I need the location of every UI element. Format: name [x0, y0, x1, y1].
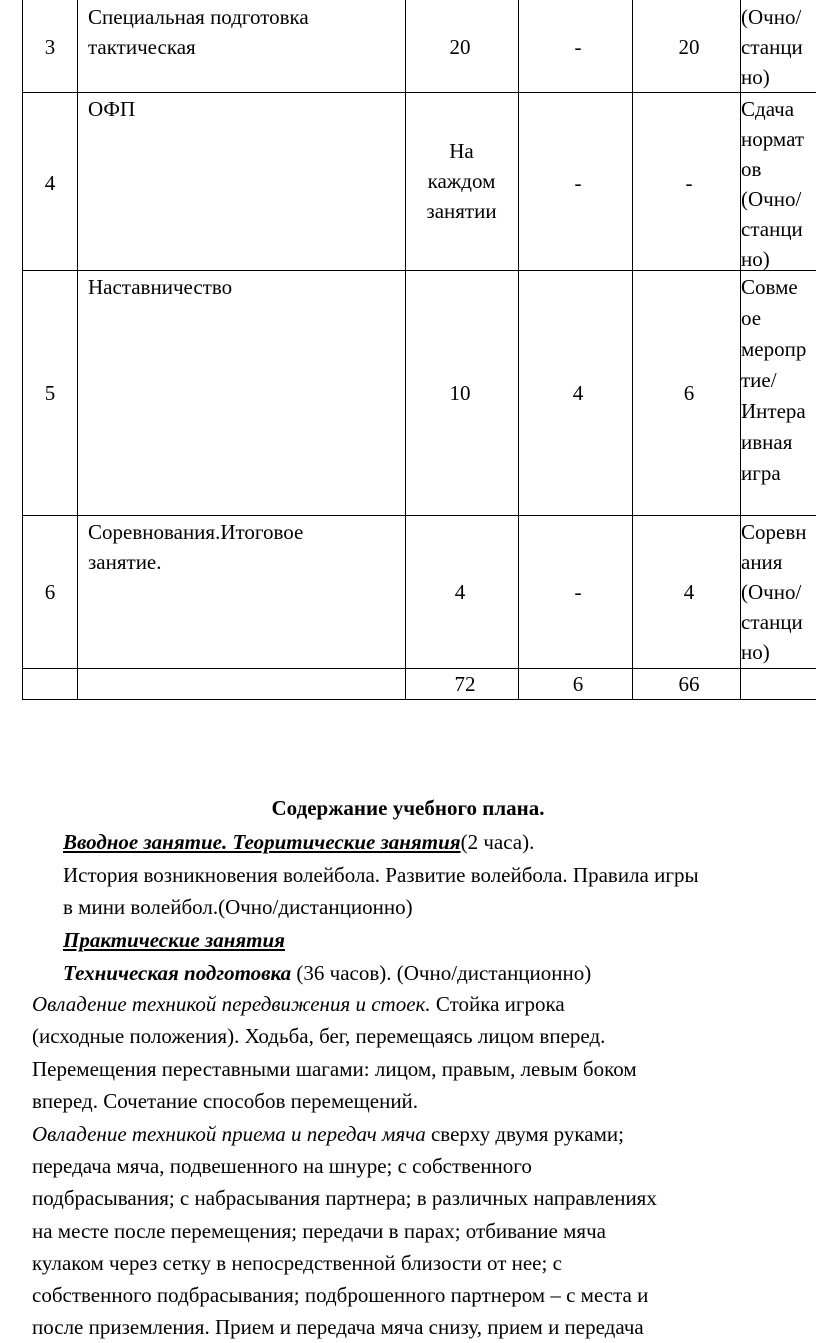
- form-text: Сдача: [741, 97, 795, 121]
- form-cell: [741, 517, 816, 667]
- row-divider: [22, 699, 816, 700]
- row-topic: Специальная подготовка: [88, 5, 309, 29]
- pass-text: после приземления. Прием и передача мяча снизу, прием и передача: [32, 1315, 644, 1339]
- row-divider: [22, 515, 816, 516]
- pass-text: собственного подбрасывания; подброшенного партнером – с места и: [32, 1283, 649, 1307]
- practice-hours: 6: [683, 381, 695, 405]
- intro-heading: Вводное занятие. Теоритические занятия: [63, 830, 461, 854]
- pass-text: кулаком через сетку в непосредственной близости от нее; с: [32, 1251, 562, 1275]
- col-divider: [518, 0, 519, 700]
- theory-hours: -: [574, 171, 582, 195]
- row-topic: занятие.: [88, 550, 162, 574]
- pass-heading: Овладение техникой приема и передач мяча: [32, 1122, 426, 1146]
- form-text: станци: [741, 35, 803, 59]
- row-number: 4: [44, 171, 56, 195]
- tech-line: [63, 957, 591, 989]
- pass-text: сверху двумя руками;: [425, 1122, 624, 1146]
- col-divider: [405, 0, 406, 700]
- move-heading: Овладение техникой передвижения и стоек.: [32, 992, 431, 1016]
- move-text: Перемещения переставными шагами: лицом, правым, левым боком: [32, 1057, 637, 1081]
- form-text: меропр: [741, 337, 807, 361]
- form-cell: [741, 272, 816, 489]
- tech-heading: Техническая подготовка: [63, 961, 292, 985]
- total-hours: 20: [449, 35, 471, 59]
- move-text: (исходные положения). Ходьба, бег, перемещаясь лицом вперед.: [32, 1024, 606, 1048]
- row-topic: Наставничество: [88, 275, 233, 299]
- total-hours: 10: [449, 381, 471, 405]
- col-divider: [632, 0, 633, 700]
- total-sum: 72: [454, 672, 476, 696]
- section-title: Содержание учебного плана.: [271, 796, 545, 820]
- form-text: но): [741, 65, 770, 89]
- move-line: [32, 988, 565, 1020]
- form-text: ое: [741, 306, 762, 330]
- pass-text: на месте после перемещения; передачи в парах; отбивание мяча: [32, 1219, 606, 1243]
- form-text: станци: [741, 610, 803, 634]
- row-divider: [22, 92, 816, 93]
- pass-text: подбрасывания; с набрасывания партнера; в различных направлениях: [32, 1186, 657, 1210]
- move-text: вперед. Сочетание способов перемещений.: [32, 1089, 419, 1113]
- row-number: 3: [44, 35, 56, 59]
- move-text: Стойка игрока: [430, 992, 565, 1016]
- theory-hours: -: [574, 580, 582, 604]
- pass-line: [32, 1118, 624, 1150]
- row-number: 5: [44, 381, 56, 405]
- form-text: станци: [741, 217, 803, 241]
- form-text: (Очно/: [741, 580, 802, 604]
- theory-hours: -: [574, 35, 582, 59]
- form-text: ов: [741, 157, 762, 181]
- practice-hours: 20: [678, 35, 700, 59]
- form-text: Совме: [741, 275, 798, 299]
- form-cell: [741, 94, 816, 274]
- intro-hours: (2 часа).: [460, 830, 535, 854]
- intro-text: История возникновения волейбола. Развитие волейбола. Правила игры: [63, 863, 699, 887]
- total-hours: На: [449, 139, 474, 163]
- total-hours: 4: [454, 580, 466, 604]
- pass-text: передача мяча, подвешенного на шнуре; с собственного: [32, 1154, 532, 1178]
- practice-hours: 4: [683, 580, 695, 604]
- intro-line: [63, 826, 534, 858]
- form-text: тие/: [741, 368, 777, 392]
- theory-sum: 6: [572, 672, 584, 696]
- total-hours: занятии: [426, 199, 497, 223]
- row-topic: тактическая: [88, 35, 196, 59]
- total-hours: каждом: [427, 169, 496, 193]
- form-text: ивная: [741, 430, 793, 454]
- row-topic: ОФП: [88, 97, 136, 121]
- form-text: Интера: [741, 399, 806, 423]
- form-text: Соревн: [741, 520, 807, 544]
- theory-hours: 4: [572, 381, 584, 405]
- form-text: но): [741, 247, 770, 271]
- tech-hours: (36 часов). (Очно/дистанционно): [291, 961, 592, 985]
- practical-heading: Практические занятия: [63, 928, 285, 952]
- practice-hours: -: [685, 171, 693, 195]
- form-text: (Очно/: [741, 5, 802, 29]
- row-number: 6: [44, 580, 56, 604]
- form-text: (Очно/: [741, 187, 802, 211]
- row-divider: [22, 270, 816, 271]
- form-text: но): [741, 640, 770, 664]
- form-cell: [741, 2, 816, 92]
- form-text: нормат: [741, 127, 805, 151]
- form-text: ания: [741, 550, 783, 574]
- form-text: игра: [741, 461, 781, 485]
- row-topic: Соревнования.Итоговое: [88, 520, 304, 544]
- practice-sum: 66: [678, 672, 700, 696]
- intro-text: в мини волейбол.(Очно/дистанционно): [63, 895, 413, 919]
